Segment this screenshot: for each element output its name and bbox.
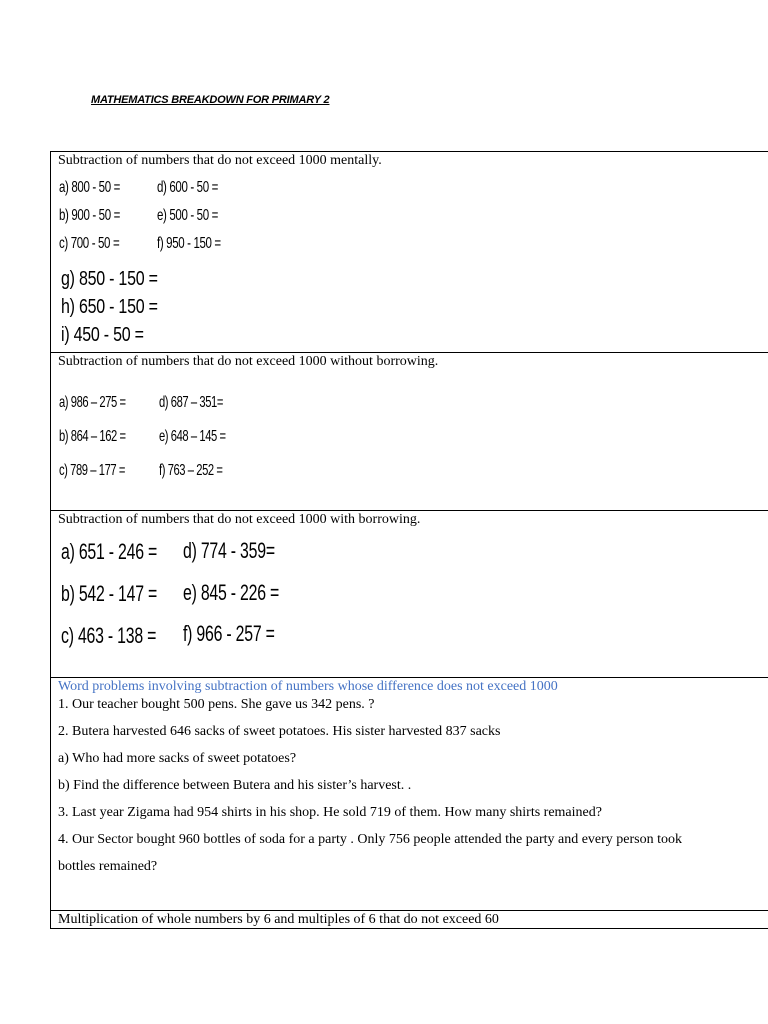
section-word-problems bbox=[51, 678, 768, 911]
exercise-item: b) 542 - 147 = bbox=[61, 581, 158, 606]
exercise-item: h) 650 - 150 = bbox=[61, 296, 158, 318]
section-multiplication bbox=[51, 911, 768, 930]
section-subtraction-without-borrowing bbox=[51, 353, 768, 511]
exercise-item: a) 986 – 275 = bbox=[59, 394, 126, 411]
exercise-item: d) 687 – 351= bbox=[159, 394, 223, 411]
exercise-item: d) 600 - 50 = bbox=[157, 179, 218, 196]
exercise-item: f) 966 - 257 = bbox=[183, 621, 275, 646]
exercise-item: c) 789 – 177 = bbox=[59, 462, 126, 479]
curriculum-table bbox=[50, 151, 768, 929]
exercise-item: e) 648 – 145 = bbox=[159, 428, 226, 445]
exercise-item: a) 651 - 246 = bbox=[61, 539, 158, 564]
exercise-item: a) 800 - 50 = bbox=[59, 179, 120, 196]
word-problem-line: a) Who had more sacks of sweet potatoes? bbox=[58, 751, 297, 766]
section-heading: Subtraction of numbers that do not exceed 1000 without borrowing. bbox=[58, 354, 439, 369]
word-problem-line: 4. Our Sector bought 960 bottles of soda for a party . Only 756 people attended the party and every person took bbox=[58, 832, 683, 847]
section-mental-subtraction bbox=[51, 152, 768, 353]
word-problem-line: bottles remained? bbox=[58, 859, 158, 874]
exercise-item: e) 500 - 50 = bbox=[157, 207, 218, 224]
section-heading: Multiplication of whole numbers by 6 and multiples of 6 that do not exceed 60 bbox=[58, 912, 499, 927]
word-problem-line: 2. Butera harvested 646 sacks of sweet potatoes. His sister harvested 837 sacks bbox=[58, 724, 501, 739]
exercise-item: d) 774 - 359= bbox=[183, 538, 275, 563]
exercise-item: c) 700 - 50 = bbox=[59, 235, 120, 252]
exercise-item: f) 763 – 252 = bbox=[159, 462, 223, 479]
exercise-item: i) 450 - 50 = bbox=[61, 324, 144, 346]
section-heading: Subtraction of numbers that do not exceed 1000 mentally. bbox=[58, 153, 382, 168]
section-heading: Subtraction of numbers that do not exceed 1000 with borrowing. bbox=[58, 512, 421, 527]
exercise-item: b) 864 – 162 = bbox=[59, 428, 126, 445]
exercise-item: e) 845 - 226 = bbox=[183, 580, 280, 605]
section-subtraction-with-borrowing bbox=[51, 511, 768, 678]
exercise-item: c) 463 - 138 = bbox=[61, 623, 157, 648]
word-problem-line: b) Find the difference between Butera and his sister’s harvest. . bbox=[58, 778, 412, 793]
exercise-item: b) 900 - 50 = bbox=[59, 207, 120, 224]
section-heading: Word problems involving subtraction of numbers whose difference does not exceed 1000 bbox=[58, 679, 558, 694]
document-title: MATHEMATICS BREAKDOWN FOR PRIMARY 2 bbox=[91, 94, 330, 106]
exercise-item: f) 950 - 150 = bbox=[157, 235, 221, 252]
word-problem-line: 1. Our teacher bought 500 pens. She gave us 342 pens. ? bbox=[58, 697, 375, 712]
exercise-item: g) 850 - 150 = bbox=[61, 268, 158, 290]
word-problem-line: 3. Last year Zigama had 954 shirts in his shop. He sold 719 of them. How many shirts remained? bbox=[58, 805, 602, 820]
